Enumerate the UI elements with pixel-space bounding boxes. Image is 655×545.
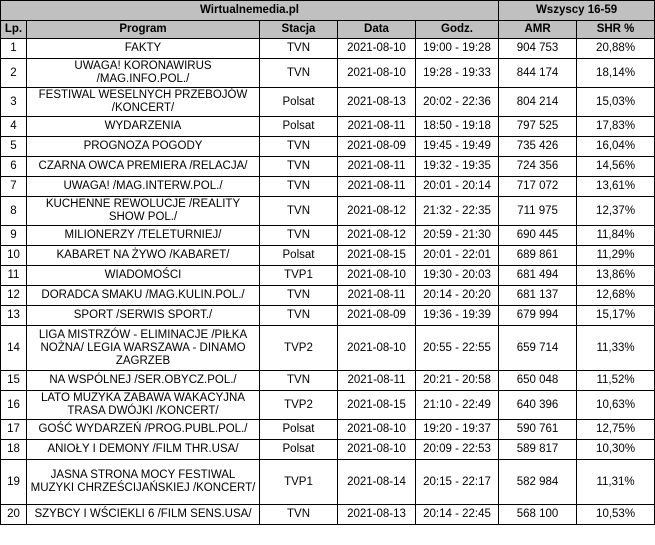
cell-station: TVN — [260, 371, 338, 391]
cell-lp: 6 — [1, 157, 27, 177]
cell-shr: 11,52% — [577, 371, 655, 391]
cell-amr: 589 817 — [499, 440, 577, 460]
cell-shr: 12,37% — [577, 197, 655, 226]
cell-amr: 568 100 — [499, 505, 577, 525]
cell-time: 20:15 - 22:17 — [416, 460, 499, 505]
cell-date: 2021-08-10 — [338, 440, 416, 460]
cell-shr: 11,84% — [577, 226, 655, 246]
cell-program: CZARNA OWCA PREMIERA /RELACJA/ — [27, 157, 260, 177]
cell-program: WYDARZENIA — [27, 117, 260, 137]
cell-amr: 640 396 — [499, 391, 577, 420]
cell-date: 2021-08-10 — [338, 326, 416, 371]
table-row — [1, 157, 655, 177]
cell-amr: 659 714 — [499, 326, 577, 371]
cell-lp: 17 — [1, 420, 27, 440]
cell-program: UWAGA! KORONAWIRUS /MAG.INFO.POL./ — [27, 59, 260, 88]
column-header-program: Program — [27, 21, 260, 39]
cell-time: 19:28 - 19:33 — [416, 59, 499, 88]
cell-shr: 20,88% — [577, 39, 655, 59]
cell-shr: 18,14% — [577, 59, 655, 88]
source-header: Wirtualnemedia.pl — [1, 1, 499, 21]
table-row — [1, 306, 655, 326]
cell-shr: 13,86% — [577, 266, 655, 286]
cell-lp: 14 — [1, 326, 27, 371]
cell-time: 19:20 - 19:37 — [416, 420, 499, 440]
cell-date: 2021-08-15 — [338, 246, 416, 266]
cell-shr: 11,33% — [577, 326, 655, 371]
cell-date: 2021-08-09 — [338, 137, 416, 157]
table-row — [1, 137, 655, 157]
cell-time: 20:14 - 20:20 — [416, 286, 499, 306]
cell-station: TVN — [260, 505, 338, 525]
cell-station: Polsat — [260, 420, 338, 440]
cell-lp: 7 — [1, 177, 27, 197]
table-row — [1, 326, 655, 371]
cell-program: ANIOŁY I DEMONY /FILM THR.USA/ — [27, 440, 260, 460]
cell-amr: 711 975 — [499, 197, 577, 226]
cell-shr: 13,61% — [577, 177, 655, 197]
cell-time: 19:00 - 19:28 — [416, 39, 499, 59]
cell-amr: 724 356 — [499, 157, 577, 177]
cell-shr: 17,83% — [577, 117, 655, 137]
column-header-lp: Lp. — [1, 21, 27, 39]
table-row — [1, 420, 655, 440]
table-row — [1, 226, 655, 246]
table-row — [1, 440, 655, 460]
cell-date: 2021-08-10 — [338, 39, 416, 59]
cell-amr: 681 137 — [499, 286, 577, 306]
cell-date: 2021-08-11 — [338, 177, 416, 197]
table-row — [1, 39, 655, 59]
column-header-station: Stacja — [260, 21, 338, 39]
cell-shr: 12,68% — [577, 286, 655, 306]
cell-date: 2021-08-10 — [338, 266, 416, 286]
cell-shr: 12,75% — [577, 420, 655, 440]
cell-date: 2021-08-14 — [338, 460, 416, 505]
cell-date: 2021-08-11 — [338, 117, 416, 137]
cell-time: 20:59 - 21:30 — [416, 226, 499, 246]
cell-program: JASNA STRONA MOCY FESTIWAL MUZYKI CHRZEŚCIJAŃSKIEJ /KONCERT/ — [27, 460, 260, 505]
cell-lp: 15 — [1, 371, 27, 391]
cell-date: 2021-08-09 — [338, 306, 416, 326]
cell-amr: 797 525 — [499, 117, 577, 137]
cell-lp: 18 — [1, 440, 27, 460]
cell-date: 2021-08-10 — [338, 420, 416, 440]
cell-lp: 4 — [1, 117, 27, 137]
cell-time: 20:02 - 22:36 — [416, 88, 499, 117]
table-row — [1, 391, 655, 420]
cell-station: TVN — [260, 177, 338, 197]
cell-amr: 681 494 — [499, 266, 577, 286]
cell-date: 2021-08-13 — [338, 505, 416, 525]
cell-time: 19:36 - 19:39 — [416, 306, 499, 326]
cell-station: Polsat — [260, 117, 338, 137]
cell-time: 19:45 - 19:49 — [416, 137, 499, 157]
cell-lp: 9 — [1, 226, 27, 246]
cell-time: 19:30 - 20:03 — [416, 266, 499, 286]
cell-shr: 15,17% — [577, 306, 655, 326]
table-body — [1, 39, 655, 525]
table-row — [1, 117, 655, 137]
cell-station: TVP2 — [260, 391, 338, 420]
cell-amr: 904 753 — [499, 39, 577, 59]
cell-amr: 735 426 — [499, 137, 577, 157]
cell-date: 2021-08-13 — [338, 88, 416, 117]
cell-station: TVN — [260, 137, 338, 157]
cell-shr: 11,31% — [577, 460, 655, 505]
cell-program: WIADOMOŚCI — [27, 266, 260, 286]
cell-date: 2021-08-12 — [338, 226, 416, 246]
cell-date: 2021-08-11 — [338, 157, 416, 177]
cell-station: TVN — [260, 306, 338, 326]
cell-program: KABARET NA ŻYWO /KABARET/ — [27, 246, 260, 266]
cell-date: 2021-08-15 — [338, 391, 416, 420]
table-row — [1, 59, 655, 88]
cell-program: FAKTY — [27, 39, 260, 59]
table-row — [1, 197, 655, 226]
cell-time: 21:10 - 22:49 — [416, 391, 499, 420]
cell-lp: 3 — [1, 88, 27, 117]
cell-lp: 10 — [1, 246, 27, 266]
cell-shr: 14,56% — [577, 157, 655, 177]
cell-lp: 8 — [1, 197, 27, 226]
cell-amr: 689 861 — [499, 246, 577, 266]
cell-station: TVN — [260, 59, 338, 88]
cell-program: DORADCA SMAKU /MAG.KULIN.POL./ — [27, 286, 260, 306]
cell-shr: 10,30% — [577, 440, 655, 460]
cell-shr: 16,04% — [577, 137, 655, 157]
cell-lp: 5 — [1, 137, 27, 157]
cell-station: TVN — [260, 157, 338, 177]
cell-time: 18:50 - 19:18 — [416, 117, 499, 137]
cell-lp: 2 — [1, 59, 27, 88]
column-header-date: Data — [338, 21, 416, 39]
cell-station: Polsat — [260, 246, 338, 266]
cell-amr: 650 048 — [499, 371, 577, 391]
cell-shr: 15,03% — [577, 88, 655, 117]
cell-station: TVP1 — [260, 460, 338, 505]
column-header-amr: AMR — [499, 21, 577, 39]
cell-amr: 582 984 — [499, 460, 577, 505]
cell-station: TVN — [260, 286, 338, 306]
cell-station: TVP1 — [260, 266, 338, 286]
table-row — [1, 371, 655, 391]
cell-amr: 717 072 — [499, 177, 577, 197]
table-row — [1, 177, 655, 197]
cell-time: 20:09 - 22:53 — [416, 440, 499, 460]
cell-station: TVN — [260, 197, 338, 226]
cell-time: 20:14 - 22:45 — [416, 505, 499, 525]
cell-lp: 1 — [1, 39, 27, 59]
cell-amr: 679 994 — [499, 306, 577, 326]
cell-program: KUCHENNE REWOLUCJE /REALITY SHOW POL./ — [27, 197, 260, 226]
cell-lp: 13 — [1, 306, 27, 326]
cell-amr: 690 445 — [499, 226, 577, 246]
cell-program: MILIONERZY /TELETURNIEJ/ — [27, 226, 260, 246]
cell-lp: 12 — [1, 286, 27, 306]
cell-shr: 11,29% — [577, 246, 655, 266]
cell-date: 2021-08-10 — [338, 59, 416, 88]
cell-time: 20:01 - 22:01 — [416, 246, 499, 266]
table-row — [1, 286, 655, 306]
cell-amr: 804 214 — [499, 88, 577, 117]
audience-header: Wszyscy 16-59 — [499, 1, 655, 21]
cell-lp: 11 — [1, 266, 27, 286]
cell-lp: 16 — [1, 391, 27, 420]
cell-station: TVP2 — [260, 326, 338, 371]
column-header-time: Godz. — [416, 21, 499, 39]
cell-date: 2021-08-12 — [338, 197, 416, 226]
table-row — [1, 266, 655, 286]
cell-amr: 844 174 — [499, 59, 577, 88]
cell-station: TVN — [260, 39, 338, 59]
cell-program: SPORT /SERWIS SPORT./ — [27, 306, 260, 326]
table-row — [1, 246, 655, 266]
cell-date: 2021-08-11 — [338, 371, 416, 391]
cell-shr: 10,53% — [577, 505, 655, 525]
cell-date: 2021-08-11 — [338, 286, 416, 306]
cell-lp: 20 — [1, 505, 27, 525]
column-header-shr: SHR % — [577, 21, 655, 39]
cell-time: 20:55 - 22:55 — [416, 326, 499, 371]
table-row — [1, 505, 655, 525]
cell-program: UWAGA! /MAG.INTERW.POL./ — [27, 177, 260, 197]
cell-program: PROGNOZA POGODY — [27, 137, 260, 157]
cell-lp: 19 — [1, 460, 27, 505]
cell-time: 19:32 - 19:35 — [416, 157, 499, 177]
cell-station: Polsat — [260, 88, 338, 117]
header-row-columns — [1, 21, 655, 39]
cell-amr: 590 761 — [499, 420, 577, 440]
cell-program: NA WSPÓLNEJ /SER.OBYCZ.POL./ — [27, 371, 260, 391]
table-row — [1, 460, 655, 505]
cell-station: Polsat — [260, 440, 338, 460]
cell-time: 20:21 - 20:58 — [416, 371, 499, 391]
header-row-top — [1, 1, 655, 21]
table-row — [1, 88, 655, 117]
cell-time: 20:01 - 20:14 — [416, 177, 499, 197]
cell-time: 21:32 - 22:35 — [416, 197, 499, 226]
cell-program: SZYBCY I WŚCIEKLI 6 /FILM SENS.USA/ — [27, 505, 260, 525]
cell-shr: 10,63% — [577, 391, 655, 420]
cell-program: LIGA MISTRZÓW - ELIMINACJE /PIŁKA NOŻNA/ LEGIA WARSZAWA - DINAMO ZAGRZEB — [27, 326, 260, 371]
cell-program: LATO MUZYKA ZABAWA WAKACYJNA TRASA DWÓJKI /KONCERT/ — [27, 391, 260, 420]
cell-program: FESTIWAL WESELNYCH PRZEBOJÓW /KONCERT/ — [27, 88, 260, 117]
cell-program: GOŚĆ WYDARZEŃ /PROG.PUBL.POL./ — [27, 420, 260, 440]
cell-station: TVN — [260, 226, 338, 246]
